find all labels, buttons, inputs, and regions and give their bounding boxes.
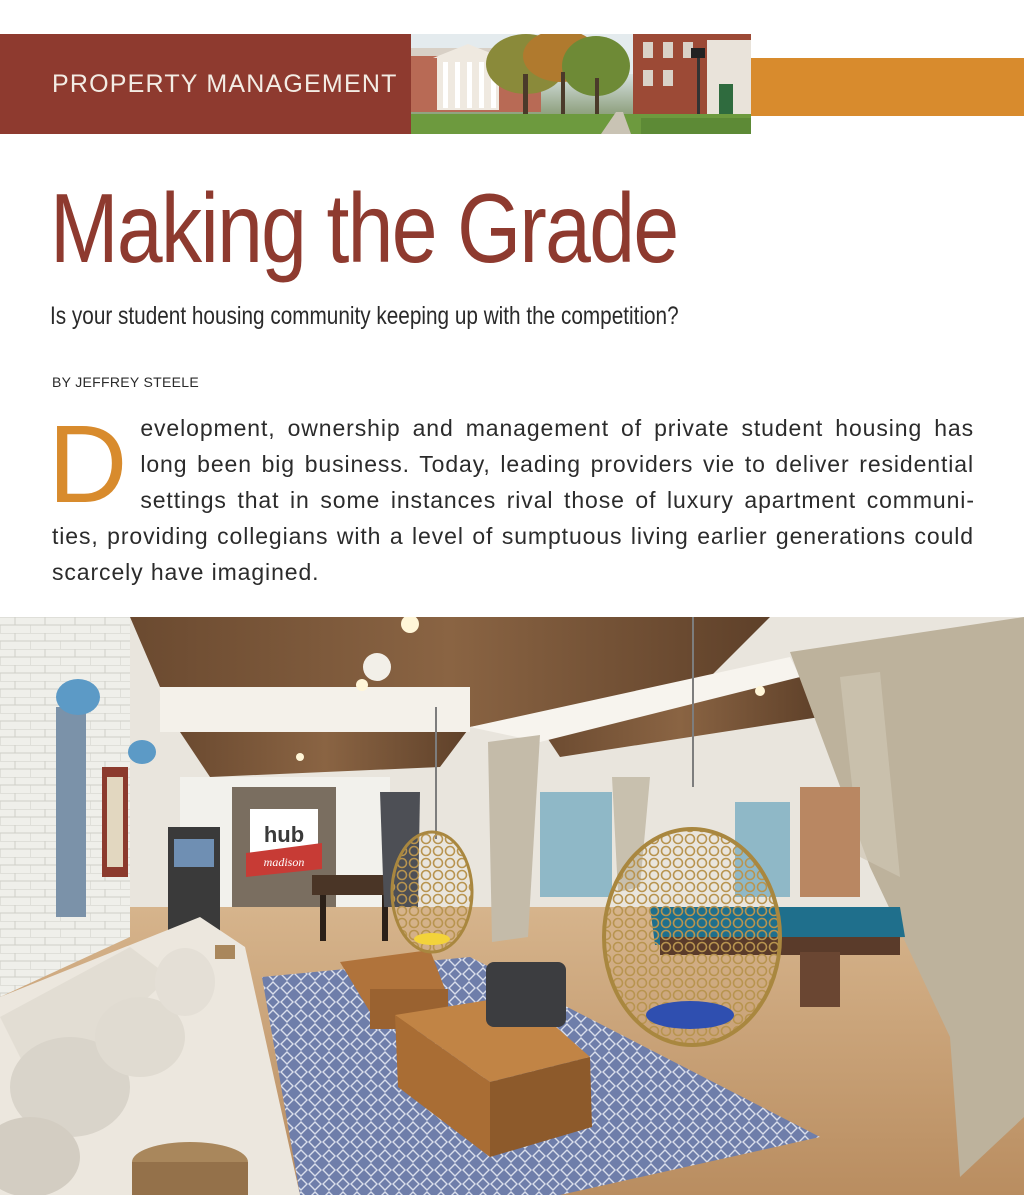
article-title: Making the Grade <box>50 173 678 283</box>
drop-cap: D <box>48 403 129 526</box>
hub-sign-text: hub <box>263 822 305 847</box>
section-label-text: PROPERTY MANAGEMENT <box>52 69 398 98</box>
lounge-photo <box>0 617 1024 1195</box>
lead-paragraph <box>48 403 974 590</box>
byline: BY JEFFREY STEELE <box>52 374 199 390</box>
section-label <box>0 34 412 134</box>
madison-sign-text: madison <box>263 855 305 869</box>
accent-bar <box>751 58 1024 116</box>
lead-paragraph-text: evelopment, ownership and management of private student housing has long been big business. Today, leading providers vie to deliver residential settings that in some instances rival those of luxury apartment communities, providing collegians with a level of sumptuous living earlier generations could scarcely have imagined. <box>52 415 974 585</box>
campus-banner-photo <box>411 34 751 134</box>
lounge-illustration <box>0 617 1024 1195</box>
article-subtitle: Is your student housing community keeping up with the competition? <box>50 302 679 330</box>
campus-illustration <box>411 34 751 134</box>
